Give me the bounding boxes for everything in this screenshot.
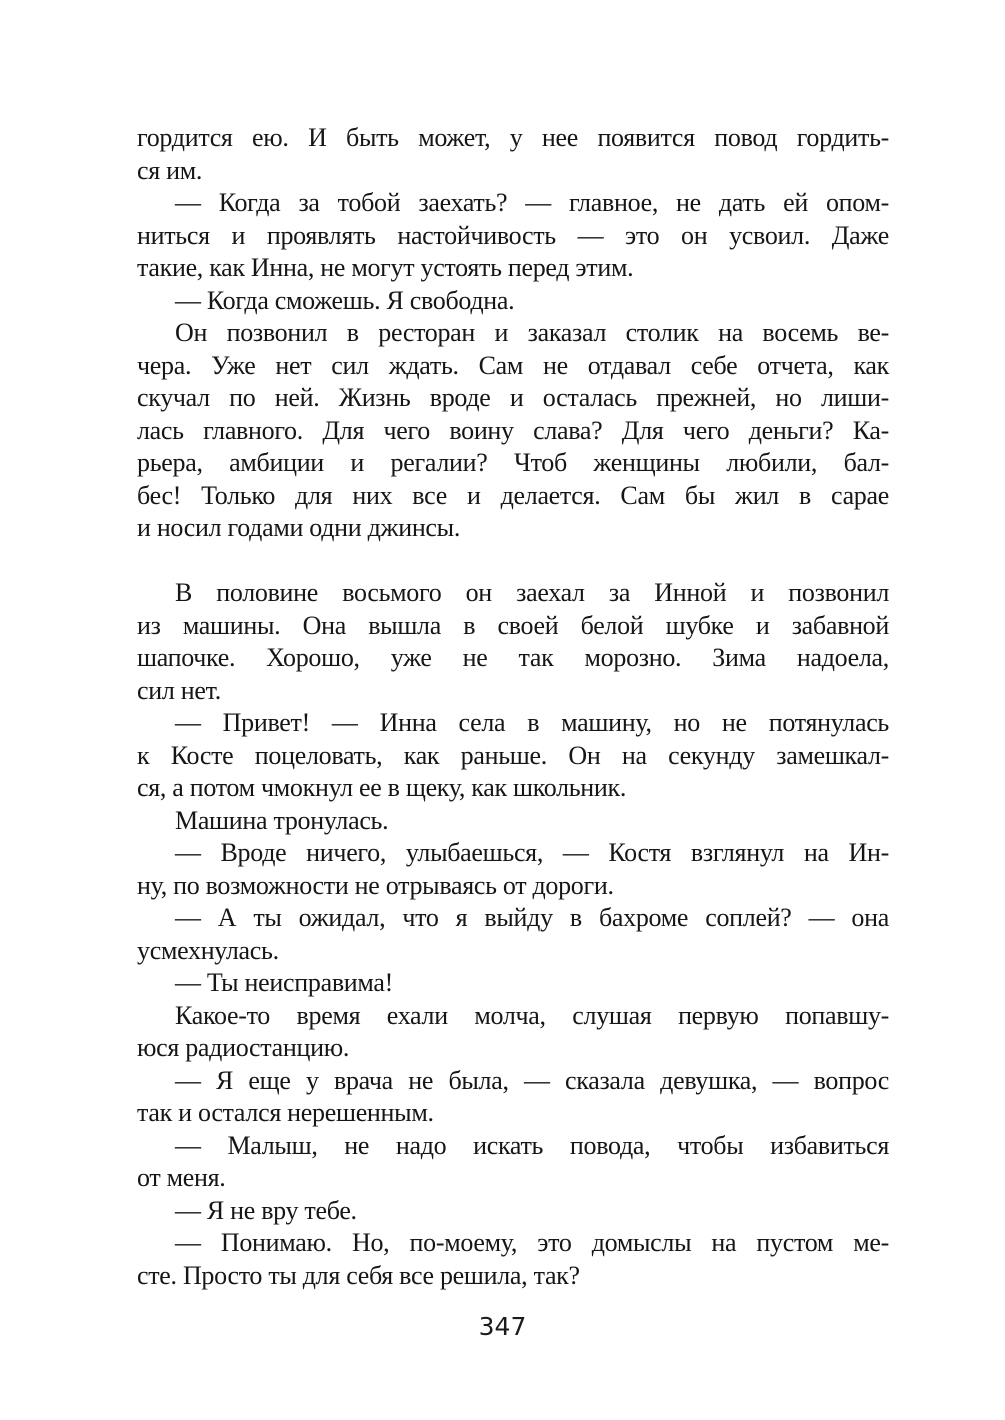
text-line: бес! Только для них все и делается. Сам бы жил в сарае bbox=[137, 480, 889, 510]
paragraph bbox=[137, 285, 889, 318]
text-line: юся радиостанцию. bbox=[137, 1033, 350, 1062]
text-line: В половине восьмого он заехал за Инной и позвонил bbox=[175, 578, 889, 607]
text-line: — А ты ожидал, что я выйду в бахроме соплей? — она bbox=[175, 903, 889, 932]
text-line: — Понимаю. Но, по-моему, это домыслы на пустом ме- bbox=[175, 1228, 889, 1257]
text-line: — Я не вру тебе. bbox=[175, 1195, 357, 1225]
paragraph bbox=[137, 837, 889, 902]
text-line: лась главного. Для чего воину слава? Для чего деньги? Ка- bbox=[137, 415, 889, 445]
text-line: чера. Уже нет сил ждать. Сам не отдавал себе отчета, как bbox=[137, 350, 889, 380]
text-line: Он позвонил в ресторан и заказал столик на восемь ве- bbox=[175, 318, 889, 347]
paragraph bbox=[137, 187, 889, 285]
text-line: Какое-то время ехали молча, слушая первую попавшу- bbox=[175, 1000, 889, 1030]
paragraph bbox=[137, 577, 889, 707]
paragraph bbox=[137, 1130, 889, 1195]
text-line: и носил годами одни джинсы. bbox=[137, 513, 461, 542]
text-line: сте. Просто ты для себя все решила, так? bbox=[137, 1260, 580, 1290]
text-line: шапочке. Хорошо, уже не так морозно. Зима надоела, bbox=[137, 643, 889, 672]
paragraph bbox=[137, 707, 889, 805]
page-text bbox=[137, 122, 889, 1292]
text-line: ся, а потом чмокнул ее в щеку, как школьник. bbox=[137, 773, 627, 802]
text-line: гордится ею. И быть может, у нее появится повод гордить- bbox=[137, 123, 889, 152]
text-line: к Косте поцеловать, как раньше. Он на секунду замешкал- bbox=[137, 740, 889, 770]
text-line: ниться и проявлять настойчивость — это он усвоил. Даже bbox=[137, 220, 889, 250]
paragraph bbox=[137, 122, 889, 187]
text-line: — Ты неисправима! bbox=[175, 968, 393, 997]
text-line: сил нет. bbox=[137, 675, 221, 705]
text-line: ся им. bbox=[137, 155, 203, 185]
text-line: усмехнулась. bbox=[137, 935, 279, 965]
paragraph bbox=[137, 1065, 889, 1130]
paragraph bbox=[137, 967, 889, 1000]
paragraph bbox=[137, 317, 889, 545]
paragraph bbox=[137, 1227, 889, 1292]
text-line: — Малыш, не надо искать повода, чтобы избавиться bbox=[175, 1130, 889, 1160]
text-line: ну, по возможности не отрываясь от дороги. bbox=[137, 870, 614, 900]
paragraph bbox=[137, 805, 889, 838]
text-line: — Я еще у врача не была, — сказала девушка, — вопрос bbox=[175, 1065, 889, 1095]
text-line: от меня. bbox=[137, 1163, 226, 1192]
paragraph bbox=[137, 902, 889, 967]
paragraph bbox=[137, 1000, 889, 1065]
text-line: — Привет! — Инна села в машину, но не потянулась bbox=[175, 708, 889, 737]
paragraph bbox=[137, 1195, 889, 1228]
text-line: так и остался нерешенным. bbox=[137, 1098, 434, 1127]
text-line: скучал по ней. Жизнь вроде и осталась прежней, но лиши- bbox=[137, 383, 889, 412]
text-line: Машина тронулась. bbox=[175, 805, 389, 835]
text-line: такие, как Инна, не могут устоять перед этим. bbox=[137, 253, 634, 282]
text-line: — Когда сможешь. Я свободна. bbox=[175, 285, 515, 315]
text-line: из машины. Она вышла в своей белой шубке и забавной bbox=[137, 610, 889, 640]
text-line: — Когда за тобой заехать? — главное, не дать ей опом- bbox=[175, 188, 889, 217]
page-number: 347 bbox=[478, 1312, 527, 1341]
text-line: — Вроде ничего, улыбаешься, — Костя взглянул на Ин- bbox=[175, 838, 889, 867]
text-line: рьера, амбиции и регалии? Чтоб женщины любили, бал- bbox=[137, 448, 889, 477]
